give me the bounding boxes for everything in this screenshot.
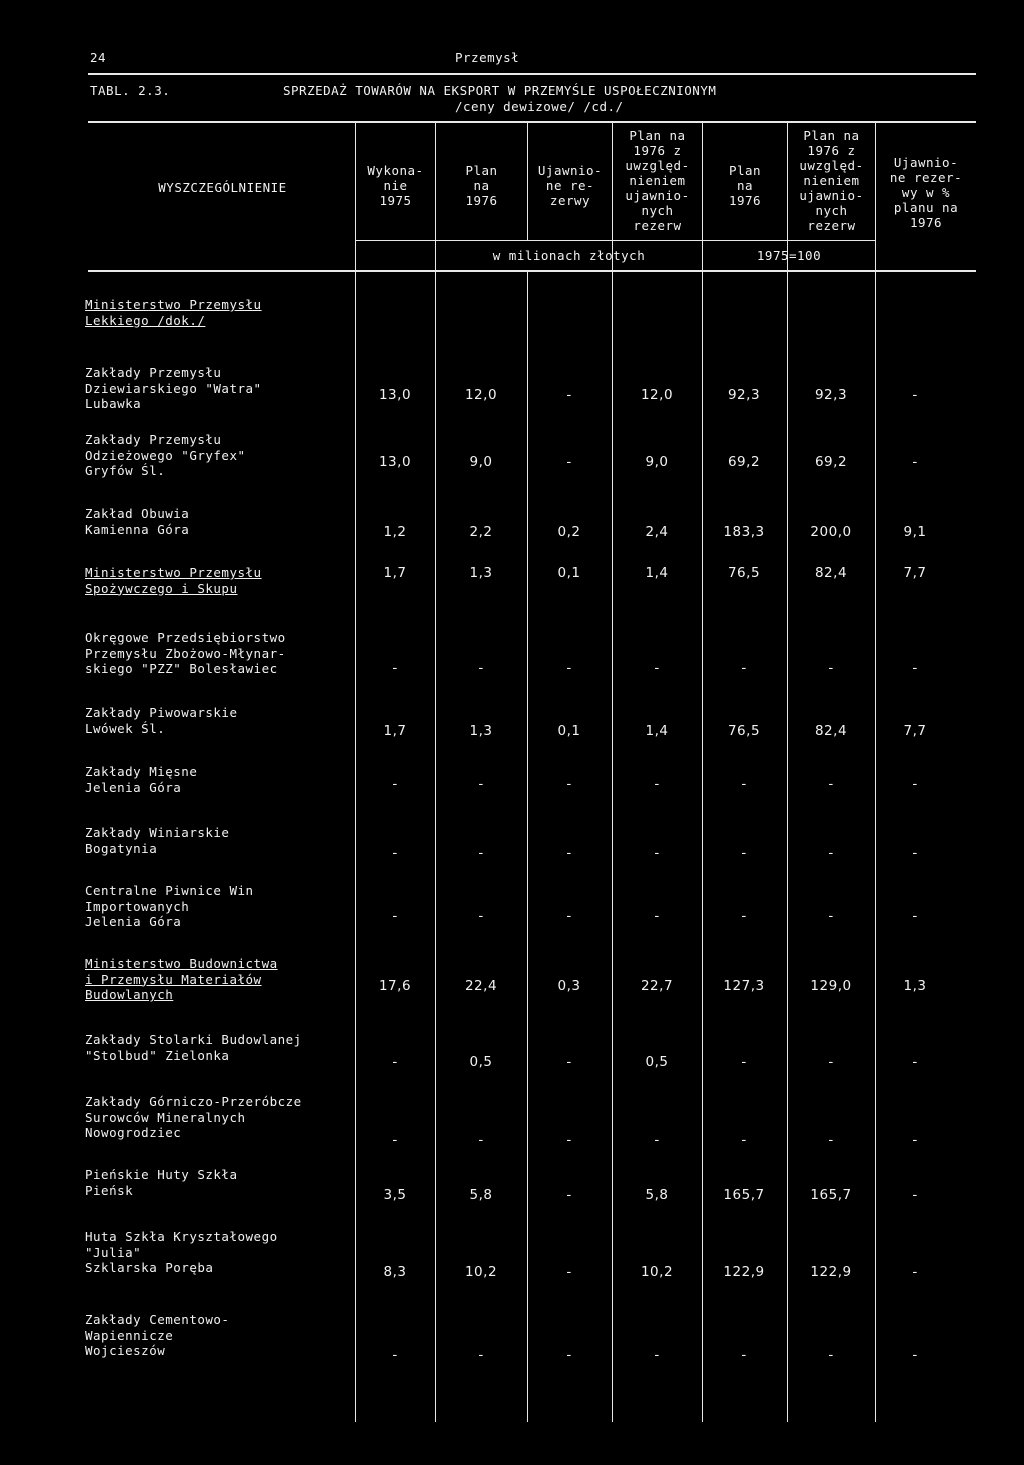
table-cell: - bbox=[478, 660, 484, 676]
table-cell: 22,4 bbox=[464, 978, 498, 994]
col-header-description: WYSZCZEGÓLNIENIE bbox=[158, 180, 287, 195]
table-cell: - bbox=[566, 660, 572, 676]
table-cell: 5,8 bbox=[645, 1187, 669, 1203]
col-header-plan-1976: Plan na 1976 bbox=[465, 163, 498, 208]
header-top-rule bbox=[88, 121, 976, 123]
table-cell: - bbox=[392, 776, 398, 792]
table-cell: - bbox=[566, 908, 572, 924]
table-cell: - bbox=[828, 776, 834, 792]
table-cell: 122,9 bbox=[810, 1264, 852, 1280]
row-label: Okręgowe Przedsiębiorstwo Przemysłu Zbożowo-Młynar- skiego "PZZ" Bolesławiec bbox=[85, 630, 286, 676]
col-header-plan-with-reserves-index: Plan na 1976 z uwzględ- nieniem ujawnio- nych rezerw bbox=[799, 128, 864, 233]
table-cell: - bbox=[828, 1132, 834, 1148]
unit-millions: w milionach złotych bbox=[492, 248, 646, 263]
table-cell: 8,3 bbox=[383, 1264, 407, 1280]
col-header-plan-with-reserves: Plan na 1976 z uwzględ- nieniem ujawnio- nych rezerw bbox=[625, 128, 690, 233]
table-cell: 1,7 bbox=[383, 565, 407, 581]
table-cell: - bbox=[828, 660, 834, 676]
ministry-label: Ministerstwo Przemysłu Lekkiego /dok./ bbox=[85, 297, 262, 328]
table-cell: 1,7 bbox=[383, 723, 407, 739]
col-header-execution-1975: Wykona- nie 1975 bbox=[367, 163, 424, 208]
table-cell: - bbox=[566, 454, 572, 470]
table-cell: - bbox=[828, 1347, 834, 1363]
table-cell: 1,3 bbox=[469, 565, 493, 581]
table-cell: - bbox=[741, 1054, 747, 1070]
table-cell: 12,0 bbox=[464, 387, 498, 403]
table-cell: 7,7 bbox=[903, 565, 927, 581]
table-cell: 12,0 bbox=[640, 387, 674, 403]
table-cell: - bbox=[828, 1054, 834, 1070]
table-cell: 0,3 bbox=[557, 978, 581, 994]
page-number: 24 bbox=[90, 50, 107, 65]
table-cell: - bbox=[912, 1187, 918, 1203]
table-cell: - bbox=[654, 908, 660, 924]
table-cell: - bbox=[912, 908, 918, 924]
table-cell: - bbox=[654, 776, 660, 792]
table-cell: 69,2 bbox=[814, 454, 848, 470]
table-cell: - bbox=[566, 1132, 572, 1148]
table-cell: - bbox=[478, 776, 484, 792]
table-cell: - bbox=[478, 908, 484, 924]
table-cell: - bbox=[741, 1347, 747, 1363]
table-cell: 92,3 bbox=[814, 387, 848, 403]
table-cell: 5,8 bbox=[469, 1187, 493, 1203]
table-cell: - bbox=[392, 660, 398, 676]
table-cell: - bbox=[741, 1132, 747, 1148]
table-cell: - bbox=[478, 845, 484, 861]
row-label: Zakłady Cementowo- Wapiennicze Wojcieszów bbox=[85, 1312, 230, 1358]
row-label: Centralne Piwnice Win Importowanych Jelenia Góra bbox=[85, 883, 254, 929]
table-cell: - bbox=[912, 845, 918, 861]
row-label: Huta Szkła Kryształowego "Julia" Szklarska Poręba bbox=[85, 1229, 278, 1275]
col-sep-3b bbox=[527, 270, 528, 1422]
table-cell: - bbox=[566, 776, 572, 792]
top-rule bbox=[88, 73, 976, 75]
table-cell: 17,6 bbox=[378, 978, 412, 994]
col-sep-2 bbox=[435, 122, 436, 1422]
table-cell: 9,1 bbox=[903, 524, 927, 540]
table-cell: - bbox=[566, 1264, 572, 1280]
col-sep-4 bbox=[612, 122, 613, 1422]
table-title: SPRZEDAŻ TOWARÓW NA EKSPORT W PRZEMYŚLE USPOŁECZNIONYM bbox=[283, 83, 717, 98]
table-cell: 9,0 bbox=[645, 454, 669, 470]
table-cell: - bbox=[392, 1054, 398, 1070]
col-sep-7 bbox=[875, 122, 876, 1422]
table-id: TABL. 2.3. bbox=[90, 83, 171, 98]
row-label: Pieńskie Huty Szkła Pieńsk bbox=[85, 1167, 238, 1198]
table-cell: 76,5 bbox=[727, 723, 761, 739]
table-cell: 1,2 bbox=[383, 524, 407, 540]
table-cell: 13,0 bbox=[378, 387, 412, 403]
header-bottom-rule bbox=[88, 270, 976, 272]
table-cell: - bbox=[566, 1347, 572, 1363]
table-cell: - bbox=[654, 1132, 660, 1148]
table-cell: - bbox=[912, 1054, 918, 1070]
table-cell: 22,7 bbox=[640, 978, 674, 994]
table-cell: - bbox=[912, 1264, 918, 1280]
table-cell: - bbox=[392, 908, 398, 924]
running-title: Przemysł bbox=[455, 50, 520, 65]
unit-index: 1975=100 bbox=[756, 248, 822, 263]
table-cell: 0,5 bbox=[645, 1054, 669, 1070]
table-cell: - bbox=[566, 1187, 572, 1203]
table-cell: - bbox=[828, 908, 834, 924]
table-cell: 13,0 bbox=[378, 454, 412, 470]
table-cell: - bbox=[741, 776, 747, 792]
row-label: Zakłady Stolarki Budowlanej "Stolbud" Zielonka bbox=[85, 1032, 302, 1063]
units-rule bbox=[355, 240, 875, 241]
col-sep-6 bbox=[787, 122, 788, 1422]
table-cell: 69,2 bbox=[727, 454, 761, 470]
row-label: Zakłady Przemysłu Odzieżowego "Gryfex" Gryfów Śl. bbox=[85, 432, 246, 478]
table-cell: - bbox=[912, 660, 918, 676]
table-cell: 127,3 bbox=[723, 978, 765, 994]
table-cell: 1,4 bbox=[645, 565, 669, 581]
table-cell: 165,7 bbox=[810, 1187, 852, 1203]
table-cell: 76,5 bbox=[727, 565, 761, 581]
col-header-plan-1976-index: Plan na 1976 bbox=[728, 163, 762, 208]
ministry-label: Ministerstwo Budownictwa i Przemysłu Materiałów Budowlanych bbox=[85, 956, 278, 1002]
col-header-reserves-percent: Ujawnio- ne rezer- wy w % planu na 1976 bbox=[889, 155, 963, 230]
table-cell: - bbox=[828, 845, 834, 861]
table-subtitle: /ceny dewizowe/ /cd./ bbox=[455, 99, 624, 114]
table-cell: - bbox=[392, 1347, 398, 1363]
table-cell: - bbox=[566, 1054, 572, 1070]
table-cell: 122,9 bbox=[723, 1264, 765, 1280]
table-cell: - bbox=[392, 845, 398, 861]
table-cell: 183,3 bbox=[723, 524, 765, 540]
row-label: Zakłady Winiarskie Bogatynia bbox=[85, 825, 230, 856]
table-cell: - bbox=[654, 1347, 660, 1363]
table-cell: 82,4 bbox=[814, 565, 848, 581]
table-cell: - bbox=[912, 1347, 918, 1363]
table-cell: 1,4 bbox=[645, 723, 669, 739]
table-cell: - bbox=[566, 845, 572, 861]
table-cell: - bbox=[741, 660, 747, 676]
col-header-revealed-reserves: Ujawnio- ne re- zerwy bbox=[537, 163, 603, 208]
table-cell: 200,0 bbox=[810, 524, 852, 540]
row-label: Zakłady Przemysłu Dziewiarskiego "Watra" Lubawka bbox=[85, 365, 262, 411]
table-cell: 1,3 bbox=[903, 978, 927, 994]
table-cell: - bbox=[912, 1132, 918, 1148]
table-cell: 0,2 bbox=[557, 524, 581, 540]
table-cell: 92,3 bbox=[727, 387, 761, 403]
row-label: Zakłady Piwowarskie Lwówek Śl. bbox=[85, 705, 238, 736]
table-cell: - bbox=[912, 454, 918, 470]
table-cell: - bbox=[566, 387, 572, 403]
table-cell: 7,7 bbox=[903, 723, 927, 739]
col-sep-5 bbox=[702, 122, 703, 1422]
table-cell: - bbox=[741, 908, 747, 924]
table-cell: - bbox=[392, 1132, 398, 1148]
table-cell: 165,7 bbox=[723, 1187, 765, 1203]
row-label: Zakład Obuwia Kamienna Góra bbox=[85, 506, 190, 537]
table-cell: 129,0 bbox=[810, 978, 852, 994]
table-cell: 9,0 bbox=[469, 454, 493, 470]
table-cell: - bbox=[741, 845, 747, 861]
table-cell: - bbox=[912, 387, 918, 403]
table-cell: 82,4 bbox=[814, 723, 848, 739]
table-cell: - bbox=[654, 660, 660, 676]
table-cell: 10,2 bbox=[464, 1264, 498, 1280]
table-cell: - bbox=[478, 1132, 484, 1148]
row-label: Zakłady Górniczo-Przeróbcze Surowców Mineralnych Nowogrodziec bbox=[85, 1094, 302, 1140]
table-cell: 1,3 bbox=[469, 723, 493, 739]
table-cell: - bbox=[478, 1347, 484, 1363]
table-cell: 0,1 bbox=[557, 565, 581, 581]
table-cell: - bbox=[654, 845, 660, 861]
table-cell: 0,5 bbox=[469, 1054, 493, 1070]
table-cell: 0,1 bbox=[557, 723, 581, 739]
table-cell: 3,5 bbox=[383, 1187, 407, 1203]
ministry-label: Ministerstwo Przemysłu Spożywczego i Skupu bbox=[85, 565, 262, 596]
table-cell: 2,4 bbox=[645, 524, 669, 540]
row-label: Zakłady Mięsne Jelenia Góra bbox=[85, 764, 198, 795]
table-cell: - bbox=[912, 776, 918, 792]
table-cell: 2,2 bbox=[469, 524, 493, 540]
table-cell: 10,2 bbox=[640, 1264, 674, 1280]
